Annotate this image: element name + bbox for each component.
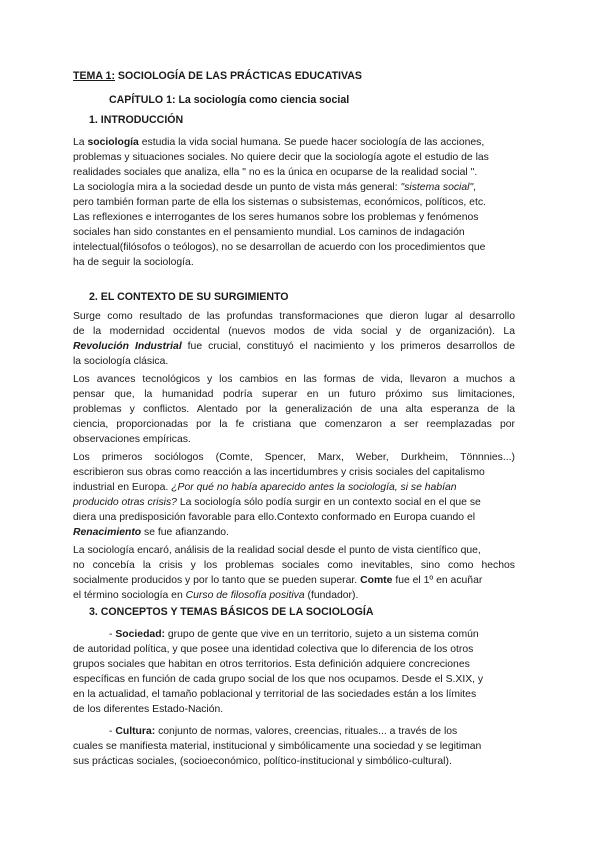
s2-line-3: [73, 339, 515, 354]
s3-p1-line-6: de los diferentes Estado-Nación.: [73, 704, 224, 715]
s3-p1-line-2: de autoridad política, y que posee una identidad colectiva que lo diferencia de los otros: [73, 644, 474, 655]
s2-l3-keyword: Revolución Industrial: [73, 341, 182, 352]
s2-l12-text: industrial en Europa.: [73, 482, 172, 493]
s2-l18-text-c: fue el 1º en acuñar: [392, 575, 483, 586]
s1-l4-italic: "sistema social": [400, 182, 474, 193]
s1-line-3: realidades sociales que analiza, ella " no es la única en ocuparse de la realidad social ".: [73, 167, 478, 178]
s3-p1-text: grupo de gente que vive en un territorio, sujeto a un sistema común: [165, 629, 479, 640]
s2-l15-text: se fue afianzando.: [141, 527, 229, 538]
s1-l1-text-c: estudia la vida social humana. Se puede hacer sociología de las acciones,: [138, 137, 485, 148]
title-tema-label: TEMA 1:: [73, 70, 115, 82]
s2-l3-text: fue crucial, constituyó el nacimiento y los primeros desarrollos de: [181, 341, 515, 352]
s1-line-8: intelectual(filósofos o teólogos), no se desarrollan de acuerdo con los procedimientos que: [73, 242, 486, 253]
s3-p1-line-3: grupos sociales que habitan en otros territorios. Esta definición adquiere concreciones: [73, 659, 470, 670]
s3-p2-line-2: cuales se manifiesta material, institucional y simbólicamente una sociedad y se legitiman: [73, 741, 482, 752]
s3-p2-line-1: [109, 724, 551, 739]
s1-line-7: sociales han sido constantes en el pensamiento mundial. Los caminos de indagación: [73, 227, 465, 238]
s2-line-1: Surge como resultado de las profundas transformaciones que dieron lugar al desarrollo: [73, 311, 515, 322]
section-3-heading: 3. CONCEPTOS Y TEMAS BÁSICOS DE LA SOCIOLOGÍA: [89, 606, 374, 618]
s3-p2-line-3: sus prácticas sociales, (socioeconómico, político-institucional y simbólico-cultural).: [73, 756, 452, 767]
s2-line-11: escribieron sus obras como reacción a las incertidumbres y crisis sociales del capitalismo: [73, 467, 485, 478]
s2-l15-keyword: Renacimiento: [73, 527, 142, 538]
s1-line-9: ha de seguir la sociología.: [73, 257, 194, 268]
s2-line-13: [73, 495, 515, 510]
s3-p1-term: Sociedad:: [115, 629, 166, 640]
s1-line-1: [73, 135, 515, 150]
s1-l1-keyword: sociología: [87, 137, 139, 148]
s1-line-5: pero también forman parte de ella los sistemas o subsistemas, económicos, políticos, etc.: [73, 197, 486, 208]
s3-p2-text: conjunto de normas, valores, creencias, rituales... a través de los: [155, 726, 458, 737]
s2-line-5: Los avances tecnológicos y los cambios en las formas de vida, llevaron a muchos a: [73, 374, 515, 385]
s3-p1-line-5: en la actualidad, el tamaño poblacional y territorial de las sociedades están a los límites: [73, 689, 477, 700]
s2-l19-text-a: el término sociología en: [73, 590, 186, 601]
s2-line-17: no concebía la crisis y los problemas sociales como inevitables, sino como hechos: [73, 560, 515, 571]
s2-line-12: [73, 480, 515, 495]
s2-l13-italic: producido otras crisis?: [73, 497, 177, 508]
s2-line-16: La sociología encaró, análisis de la realidad social desde el punto de vista científico que,: [73, 545, 481, 556]
s2-l12-italic: ¿Por qué no había aparecido antes la sociología, si se habían: [171, 482, 457, 493]
s2-line-7: problemas y conflictos. Alentado por la generalización de una alta esperanza de la: [73, 404, 515, 415]
s2-l18-text: socialmente producidos y por lo tanto que se pueden superar.: [73, 575, 361, 586]
s1-l4-text-a: La sociología mira a la sociedad desde un punto de vista más general:: [73, 182, 401, 193]
chapter-title: CAPÍTULO 1: La sociología como ciencia social: [109, 94, 350, 106]
s3-p2-dash: -: [109, 726, 116, 737]
s3-p1-line-1: [109, 627, 551, 642]
s2-line-14: diera una predisposición favorable para ello.Contexto conformado en Europa cuando el: [73, 512, 476, 523]
s2-l18-keyword: Comte: [360, 575, 393, 586]
section-2-heading: 2. EL CONTEXTO DE SU SURGIMIENTO: [89, 291, 289, 303]
s2-l19-italic: Curso de filosofía positiva: [185, 590, 305, 601]
s2-l13-text: La sociología sólo podía surgir en un contexto social en el que se: [176, 497, 481, 508]
s2-line-19: [73, 588, 515, 603]
s1-line-4: [73, 180, 515, 195]
s3-p1-line-4: específicas en función de cada grupo social de los que nos ocupamos. Desde el S.XIX, y: [73, 674, 484, 685]
s1-l1-text-a: La: [73, 137, 88, 148]
title-text: SOCIOLOGÍA DE LAS PRÁCTICAS EDUCATIVAS: [114, 70, 362, 82]
s2-line-4: la sociología clásica.: [73, 356, 169, 367]
section-1-heading: 1. INTRODUCCIÓN: [89, 114, 184, 126]
s3-p1-dash: -: [109, 629, 116, 640]
s1-line-6: Las reflexiones e interrogantes de los seres humanos sobre los problemas y fenómenos: [73, 212, 479, 223]
s2-line-8: ciencia, proporcionadas por la fe cristiana que comenzaron a ser reemplazadas por: [73, 419, 515, 430]
s2-line-2: de la modernidad occidental (nuevos modos de vida social y de organización). La: [73, 326, 515, 337]
s3-p2-term: Cultura:: [115, 726, 156, 737]
s2-line-15: [73, 525, 515, 540]
s1-l4-text-c: ,: [473, 182, 477, 193]
s2-line-18: [73, 573, 515, 588]
s1-line-2: problemas y situaciones sociales. No quiere decir que la sociología agote el estudio de las: [73, 152, 489, 163]
document-title: [73, 69, 515, 84]
s2-line-10: Los primeros sociólogos (Comte, Spencer, Marx, Weber, Durkheim, Tönnnies...): [73, 452, 515, 463]
s2-line-6: pensar que, la humanidad podría superar en un futuro próximo sus limitaciones,: [73, 389, 515, 400]
s2-l19-text-c: (fundador).: [304, 590, 359, 601]
s2-line-9: observaciones empíricas.: [73, 434, 191, 445]
